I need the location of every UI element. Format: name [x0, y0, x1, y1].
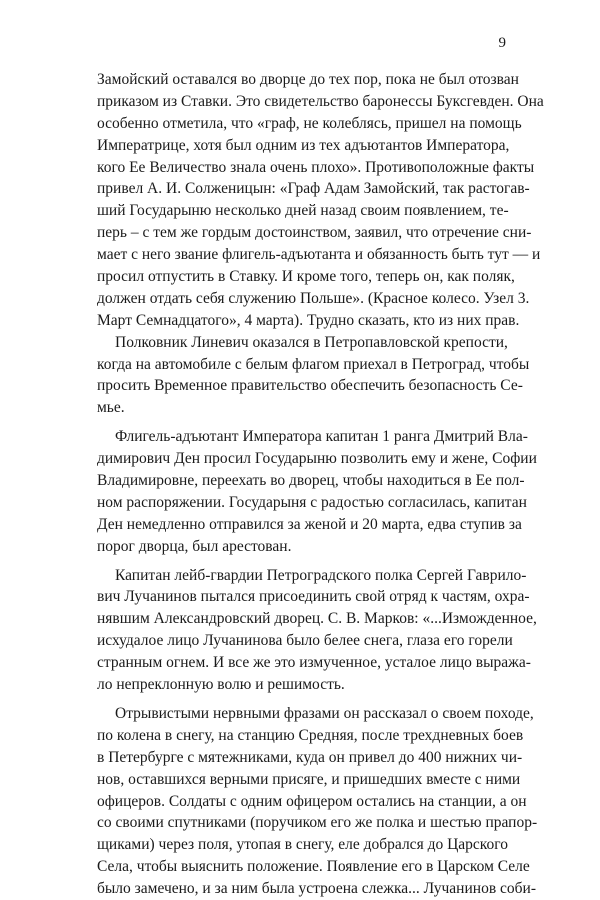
paragraph-gap — [97, 558, 504, 565]
text-line: офицеров. Солдаты с одним офицером остались на станции, а он — [97, 792, 527, 810]
text-line: Март Семнадцатого», 4 марта). Трудно сказать, кто из них прав. — [97, 311, 520, 329]
text-line: нов, оставшихся верными присяге, и пришедших вместе с ними — [97, 770, 521, 788]
text-line: привел А. И. Солженицын: «Граф Адам Замойский, так растогав- — [97, 180, 530, 198]
text-line: перь – с тем же гордым достоинством, заявил, что отречение сни- — [97, 224, 532, 242]
page-number: 9 — [498, 35, 506, 51]
text-line: димирович Ден просил Государыню позволить ему и жене, Софии — [97, 450, 537, 468]
text-line: ший Государыню несколько дней назад своим появлением, те- — [97, 202, 509, 220]
text-line: Полковник Линевич оказался в Петропавловской крепости, — [115, 333, 508, 351]
text-line: Владимировне, переехать во дворец, чтобы находиться в Ее пол- — [97, 472, 525, 490]
text-line: ном распоряжении. Государыня с радостью согласилась, капитан — [97, 493, 527, 511]
text-line: мье. — [97, 399, 125, 417]
text-line: странным огнем. И все же это измученное, усталое лицо выража- — [97, 654, 531, 672]
text-line: в Петербурге с мятежниками, куда он привел до 400 нижних чи- — [97, 748, 523, 766]
paragraph-3 — [97, 426, 537, 557]
text-line: должен отдать себя служению Польше». (Красное колесо. Узел 3. — [97, 289, 530, 307]
text-line: исхудалое лицо Лучанинова было белее снега, глаза его горели — [97, 632, 513, 650]
text-line: кого Ее Величество знала очень плохо». Противоположные факты — [97, 158, 535, 176]
text-line: порог дворца, был арестован. — [97, 537, 292, 555]
text-line: по колена в снегу, на станцию Средняя, после трехдневных боев — [97, 726, 524, 744]
text-line: нявшим Александровский дворец. С. В. Марков: «...Изможденное, — [97, 610, 537, 628]
paragraph-4 — [97, 565, 537, 696]
paragraph-2 — [97, 332, 530, 420]
text-line: Капитан лейб-гвардии Петроградского полка Сергей Гаврило- — [115, 566, 527, 584]
text-line: со своими спутниками (поручиком его же полка и шестью прапор- — [97, 814, 538, 832]
text-line: особенно отметила, что «граф, не колеблясь, пришел на помощь — [97, 114, 522, 132]
text-line: Замойский оставался во дворце до тех пор, пока не был отозван — [97, 71, 519, 88]
text-line: Флигель-адъютант Императора капитан 1 ранга Дмитрий Вла- — [115, 428, 528, 446]
paragraph-5 — [97, 703, 538, 900]
text-line: Ден немедленно отправился за женой и 20 марта, едва ступив за — [97, 515, 522, 533]
text-line: ло непреклонную волю и решимость. — [97, 676, 345, 694]
text-line: просить Временное правительство обеспечить безопасность Се- — [97, 377, 523, 395]
paragraph-gap — [97, 696, 504, 703]
text-line: Императрице, хотя был одним из тех адъютантов Императора, — [97, 136, 510, 154]
text-line: когда на автомобиле с белым флагом приехал в Петроград, чтобы — [97, 355, 530, 373]
paragraph-1 — [97, 69, 544, 332]
text-line: приказом из Ставки. Это свидетельство баронессы Буксгевден. Она — [97, 92, 544, 110]
text-line: щиками) через поля, утопая в снегу, еле добрался до Царского — [97, 836, 508, 854]
text-line: вич Лучанинов пытался присоединить свой отряд к частям, охра- — [97, 588, 530, 606]
text-line: было замечено, и за ним была устроена слежка... Лучанинов соби- — [97, 880, 536, 898]
text-line: Отрывистыми нервными фразами он рассказал о своем походе, — [115, 704, 534, 722]
body-text — [97, 69, 544, 900]
text-line: Села, чтобы выяснить положение. Появление его в Царском Селе — [97, 858, 530, 876]
text-line: просил отпустить в Ставку. И кроме того, теперь он, как поляк, — [97, 268, 515, 286]
text-line: мает с него звание флигель-адъютанта и обязанность быть тут — и — [97, 246, 541, 264]
paragraph-gap — [97, 419, 504, 426]
